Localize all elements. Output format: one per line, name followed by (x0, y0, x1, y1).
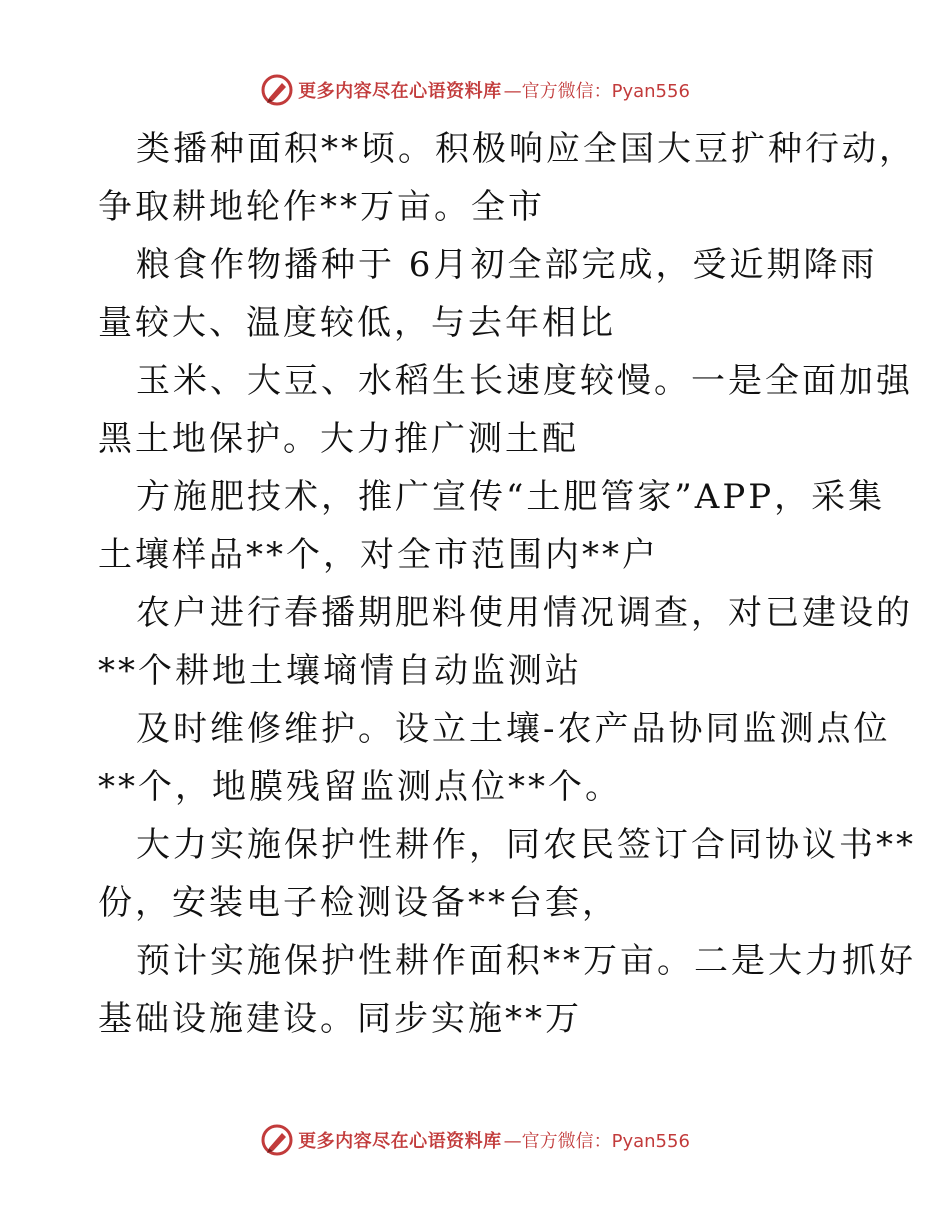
paragraph (98, 352, 913, 468)
paragraph-line: 预计实施保护性耕作面积**万亩。二是大力抓好 (136, 941, 916, 981)
pen-logo-icon (260, 73, 294, 107)
paragraph-line: 农户进行春播期肥料使用情况调查，对已建设的 (136, 593, 913, 633)
paragraph (98, 932, 916, 1048)
paragraph-line: 大力实施保护性耕作，同农民签订合同协议书** (136, 825, 916, 865)
footer-banner (0, 1122, 950, 1158)
footer-banner-contact: —官方微信：Pyan556 (503, 1131, 690, 1152)
paragraph (98, 816, 916, 932)
header-banner (0, 72, 950, 108)
paragraph-line: 份，安装电子检测设备**台套， (98, 883, 619, 923)
header-banner-contact: —官方微信：Pyan556 (503, 81, 690, 102)
paragraph-line: 及时维修维护。设立土壤-农产品协同监测点位 (136, 709, 891, 749)
paragraph (98, 584, 913, 700)
footer-banner-text: 更多内容尽在心语资料库 (298, 1131, 502, 1152)
document-body (98, 120, 916, 1048)
paragraph (98, 700, 891, 816)
paragraph (98, 236, 878, 352)
paragraph-line: 争取耕地轮作**万亩。全市 (98, 187, 545, 227)
paragraph-line: 黑土地保护。大力推广测土配 (98, 419, 579, 459)
paragraph-line: 土壤样品**个，对全市范围内**户 (98, 535, 659, 575)
paragraph-line: 方施肥技术，推广宣传“土肥管家”APP，采集 (136, 477, 886, 517)
paragraph-line: 基础设施建设。同步实施**万 (98, 999, 582, 1039)
header-banner-text: 更多内容尽在心语资料库 (298, 81, 502, 102)
paragraph-line: 类播种面积**顷。积极响应全国大豆扩种行动， (136, 129, 916, 169)
paragraph-line: 玉米、大豆、水稻生长速度较慢。一是全面加强 (136, 361, 913, 401)
paragraph (98, 120, 916, 236)
paragraph-line: **个耕地土壤墒情自动监测站 (98, 651, 582, 691)
paragraph (98, 468, 886, 584)
paragraph-line: 粮食作物播种于 6月初全部完成，受近期降雨 (136, 245, 878, 285)
paragraph-line: **个，地膜残留监测点位**个。 (98, 767, 622, 807)
paragraph-line: 量较大、温度较低，与去年相比 (98, 303, 616, 343)
pen-logo-icon (260, 1123, 294, 1157)
